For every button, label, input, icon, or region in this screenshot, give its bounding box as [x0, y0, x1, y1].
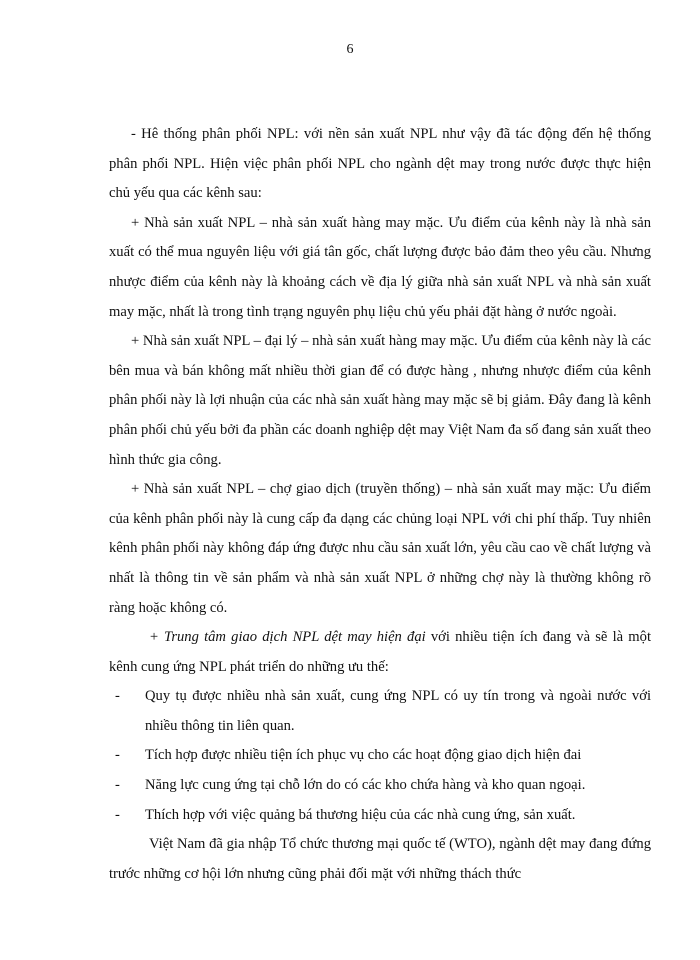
bullet-text: Thích hợp với việc quảng bá thương hiệu của các nhà cung ứng, sản xuất. — [145, 806, 576, 823]
bullet-marker: - — [115, 747, 120, 764]
paragraph-channel-agent: + Nhà sản xuất NPL – đại lý – nhà sản xuất hàng may mặc. Ưu điểm của kênh này là các bên mua và bán không mất nhiều thời gian để có được hàng , nhưng nhược điểm của kênh phân phối này là lợi nhuận của các nhà sản xuất hàng may mặc sẽ bị giảm. Đây đang là kênh phân phối chủ yếu bởi đa phần các doanh nghiệp dệt may Việt Nam đa số đang sản xuất theo hình thức gia công. — [109, 333, 651, 468]
document-body — [109, 120, 651, 889]
bullet-text: Năng lực cung ứng tại chỗ lớn do có các kho chứa hàng và kho quan ngoại. — [145, 777, 586, 794]
page-number: 6 — [346, 42, 354, 57]
list-item — [109, 771, 651, 801]
list-item — [109, 682, 651, 741]
paragraph-channel-direct: + Nhà sản xuất NPL – nhà sản xuất hàng may mặc. Ưu điểm của kênh này là nhà sản xuất có thể mua nguyên liệu với giá tân gốc, chất lượng được bảo đảm theo yêu cầu. Nhưng nhược điểm của kênh này là khoảng cách về địa lý giữa nhà sản xuất NPL và nhà sản xuất may mặc, nhất là trong tình trạng nguyên phụ liệu chủ yếu phải đặt hàng ở nước ngoài. — [109, 214, 651, 320]
paragraph-wto: Việt Nam đã gia nhập Tổ chức thương mại quốc tế (WTO), ngành dệt may đang đứng trước những cơ hội lớn nhưng cũng phải đối mặt với những thách thức — [109, 836, 651, 882]
trading-center-heading: + Trung tâm giao dịch NPL dệt may hiện đại — [149, 629, 426, 646]
paragraph-distribution-system: - Hê thống phân phối NPL: với nền sản xuất NPL như vậy đã tác động đến hệ thống phân phối NPL. Hiện việc phân phối NPL cho ngành dệt may trong nước được thực hiện chủ yếu qua các kênh sau: — [109, 126, 651, 202]
bullet-text: Tích hợp được nhiều tiện ích phục vụ cho các hoạt động giao dịch hiện đai — [145, 747, 582, 764]
bullet-marker: - — [115, 688, 120, 705]
list-item — [109, 741, 651, 771]
paragraph-channel-market: + Nhà sản xuất NPL – chợ giao dịch (truyền thống) – nhà sản xuất may mặc: Ưu điểm của kênh phân phối này là cung cấp đa dạng các chủng loại NPL với chi phí thấp. Tuy nhiên kênh phân phối này không đáp ứng được nhu cầu sản xuất lớn, yêu cầu cao về chất lượng và nhất là thông tin về sản phẩm và nhà sản xuất NPL ở những chợ này là thường không rõ ràng hoặc không có. — [109, 481, 651, 616]
bullet-text: Quy tụ được nhiều nhà sản xuất, cung ứng NPL có uy tín trong và ngoài nước với nhiều thông tin liên quan. — [145, 688, 651, 734]
list-item — [109, 801, 651, 831]
trading-center-text: với nhiều tiện ích đang và sẽ là một kênh cung ứng NPL phát triển do những ưu thế: — [109, 629, 651, 675]
bullet-marker: - — [115, 806, 120, 823]
bullet-marker: - — [115, 777, 120, 794]
paragraph-trading-center — [109, 623, 651, 682]
